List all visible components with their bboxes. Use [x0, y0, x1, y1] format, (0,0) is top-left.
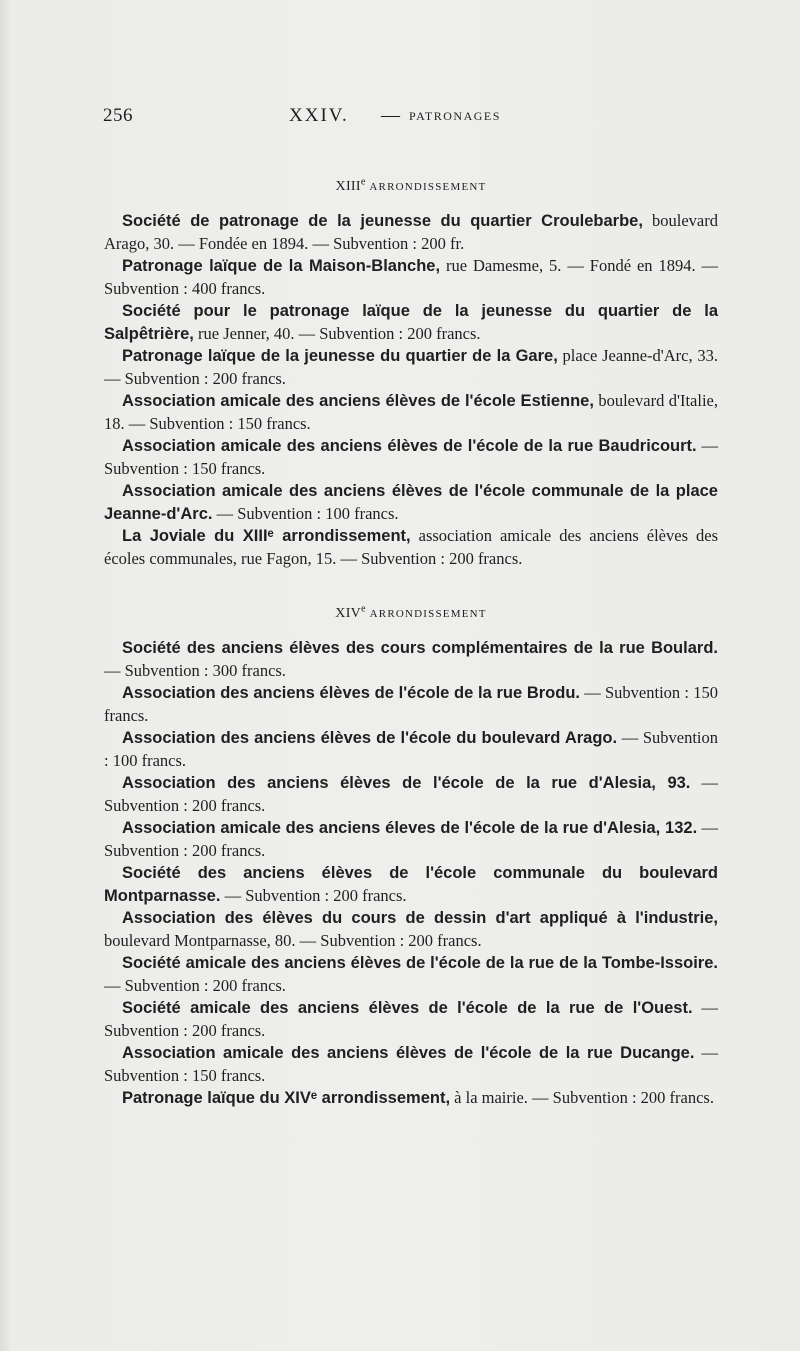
- entry-name: La Joviale du XIIIᵉ arrondissement,: [122, 527, 411, 545]
- entry-details: — Subvention : 200 francs.: [104, 818, 718, 860]
- page-body: [104, 178, 718, 1110]
- entry: [104, 390, 718, 435]
- heading-superscript: e: [361, 603, 366, 615]
- entry-details: à la mairie. — Subvention : 200 francs.: [450, 1088, 714, 1107]
- entry-name: Société amicale des anciens élèves de l'école de la rue de la Tombe-Issoire.: [122, 954, 718, 972]
- entry: [104, 345, 718, 390]
- entry-details: — Subvention : 200 francs.: [104, 998, 718, 1040]
- entry: [104, 817, 718, 862]
- section-heading-xiv: [104, 605, 718, 623]
- entry-details: — Subvention : 300 francs.: [104, 660, 286, 680]
- entry-name: Société des anciens élèves des cours complémentaires de la rue Boulard.: [122, 639, 718, 657]
- heading-numeral: XIV: [335, 606, 362, 621]
- entry-details: — Subvention : 100 francs.: [212, 503, 399, 523]
- entry-name: Association amicale des anciens élèves de l'école Estienne,: [122, 392, 594, 410]
- entry-details: place Jeanne-d'Arc, 33. — Subvention : 200 francs.: [104, 346, 718, 388]
- entry: [104, 525, 718, 570]
- chapter-number: XXIV.: [289, 105, 349, 126]
- entry: [104, 210, 718, 255]
- entry-name: Association des anciens élèves de l'école de la rue Brodu.: [122, 684, 581, 702]
- entry-name: Association amicale des anciens élèves de l'école communale de la place Jeanne-d'Arc.: [104, 482, 718, 523]
- entry-name: Association amicale des anciens éleves de l'école de la rue d'Alesia, 132.: [122, 819, 698, 837]
- entry-name: Patronage laïque de la Maison-Blanche,: [122, 257, 441, 275]
- header-dash: —: [381, 105, 400, 126]
- entry: [104, 952, 718, 997]
- entry-name: Société pour le patronage laïque de la jeunesse du quartier de la Salpêtrière,: [104, 302, 718, 343]
- chapter-topic: PATRONAGES: [409, 109, 501, 123]
- entry-details: boulevard Arago, 30. — Fondée en 1894. — Subvention : 200 fr.: [104, 211, 718, 253]
- entry-details: — Subvention : 100 francs.: [104, 728, 718, 770]
- entry-name: Association amicale des anciens élèves de l'école de la rue Ducange.: [122, 1044, 695, 1062]
- entry-details: boulevard d'Italie, 18. — Subvention : 150 francs.: [104, 391, 718, 433]
- entry-name: Société de patronage de la jeunesse du quartier Croulebarbe,: [122, 212, 643, 230]
- entry-name: Société des anciens élèves de l'école communale du boulevard Montparnasse.: [104, 864, 718, 905]
- entry: [104, 255, 718, 300]
- running-header: [103, 105, 528, 135]
- entry: [104, 997, 718, 1042]
- section-spacer: [104, 570, 718, 605]
- entry-details: — Subvention : 150 francs.: [104, 436, 718, 478]
- entry-details: association amicale des anciens élèves des écoles communales, rue Fagon, 15. — Subvention : 200 francs.: [104, 526, 718, 568]
- entry: [104, 637, 718, 682]
- heading-word: ARRONDISSEMENT: [369, 608, 487, 620]
- entry: [104, 480, 718, 525]
- entry-details: rue Damesme, 5. — Fondé en 1894. — Subvention : 400 francs.: [104, 256, 719, 298]
- entry-name: Association amicale des anciens élèves de l'école de la rue Baudricourt.: [122, 437, 697, 455]
- heading-numeral: XIII: [335, 179, 361, 194]
- entry-name: Association des élèves du cours de dessin d'art appliqué à l'industrie,: [122, 909, 718, 927]
- entry-name: Société amicale des anciens élèves de l'école de la rue de l'Ouest.: [122, 999, 693, 1017]
- entry-name: Patronage laïque de la jeunesse du quartier de la Gare,: [122, 347, 558, 365]
- entry-details: — Subvention : 150 francs.: [104, 683, 718, 725]
- entry: [104, 772, 718, 817]
- entry: [104, 862, 718, 907]
- entry-details: — Subvention : 200 francs.: [220, 885, 407, 905]
- entry-name: Patronage laïque du XIVᵉ arrondissement,: [122, 1089, 451, 1107]
- entry-details: — Subvention : 200 francs.: [104, 773, 719, 815]
- entry: [104, 300, 718, 345]
- entry-details: — Subvention : 150 francs.: [104, 1043, 719, 1085]
- entry: [104, 1087, 718, 1110]
- entry-details: rue Jenner, 40. — Subvention : 200 francs.: [193, 323, 481, 343]
- heading-word: ARRONDISSEMENT: [369, 181, 487, 193]
- entry-name: Association des anciens élèves de l'école du boulevard Arago.: [122, 729, 618, 747]
- entry: [104, 907, 718, 952]
- entry: [104, 1042, 718, 1087]
- entry-name: Association des anciens élèves de l'école de la rue d'Alesia, 93.: [122, 774, 691, 792]
- entry: [104, 435, 718, 480]
- entry: [104, 682, 718, 727]
- entry-details: — Subvention : 200 francs.: [104, 975, 286, 995]
- section-heading-xiii: [104, 178, 718, 196]
- entry: [104, 727, 718, 772]
- page-number: 256: [103, 105, 133, 126]
- entry-details: boulevard Montparnasse, 80. — Subvention : 200 francs.: [104, 930, 482, 950]
- heading-superscript: e: [360, 176, 366, 188]
